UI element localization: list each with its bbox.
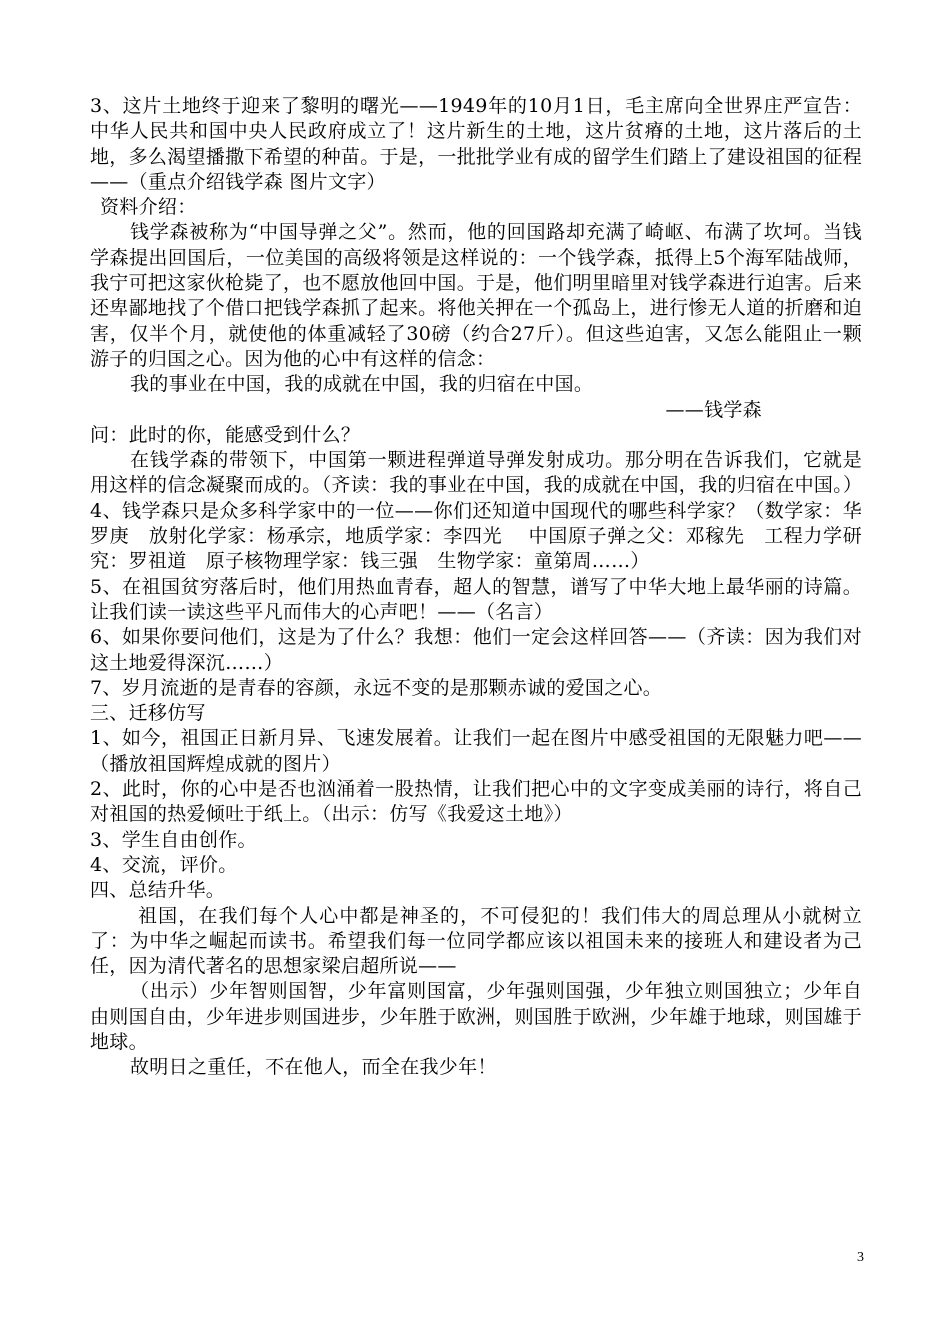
section-heading-summary: 四、总结升华。 [90,879,226,902]
paragraph-dawn: 3、这片土地终于迎来了黎明的曙光——1949年的10月1日，毛主席向全世界庄严宣告：中华人民共和国中央人民政府成立了！这片新生的土地，这片贫瘠的土地，这片落后的土地，多么渴望播撒下希望的种苗。于是，一批批学业有成的留学生们踏上了建设祖国的征程——（重点介绍钱学森 图片文字） [90,95,863,193]
document-body [90,94,862,1081]
paragraph-patriotism: 7、岁月流逝的是青春的容颜，永远不变的是那颗赤诚的爱国之心。 [90,676,663,699]
paragraph-youth-poem: 5、在祖国贫穷落后时，他们用热血青春，超人的智慧，谱写了中华大地上最华丽的诗篇。让我们读一读这些平凡而伟大的心声吧！——（名言） [90,575,862,623]
paragraph-motherland: 祖国，在我们每个人心中都是神圣的，不可侵犯的！我们伟大的周总理从小就树立了：为中华之崛起而读书。希望我们每一位同学都应该以祖国未来的接班人和建设者为己任，因为清代著名的思想家梁启超所说—— [90,904,862,978]
section-heading-imitation: 三、迁移仿写 [90,702,206,725]
paragraph-quote: 我的事业在中国，我的成就在中国，我的归宿在中国。 [130,373,594,396]
paragraph-qian-xuesen-bio: 钱学森被称为“中国导弹之父”。然而，他的回国路却充满了崎岖、布满了坎坷。当钱学森提出回国后，一位美国的高级将领是这样说的：一个钱学森，抵得上5个海军陆战师，我宁可把这家伙枪毙了，也不愿放他回中国。于是，他们明里暗里对钱学森进行迫害。后来还卑鄙地找了个借口把钱学森抓了起来。将他关押在一个孤岛上，进行惨无人道的折磨和迫害，仅半个月，就使他的体重减轻了30磅（约合27斤）。但这些迫害，又怎么能阻止一颗游子的归国之心。因为他的心中有这样的信念： [90,221,863,370]
paragraph-creation: 3、学生自由创作。 [90,828,257,851]
paragraph-missile-success: 在钱学森的带领下，中国第一颗进程弹道导弹发射成功。那分明在告诉我们，它就是用这样的信念凝聚而成的。（齐读：我的事业在中国，我的成就在中国，我的归宿在中国。） [90,449,863,497]
paragraph-material-heading: 资料介绍： [100,196,197,219]
page-number: 3 [857,1250,864,1265]
paragraph-liang-qichao: （出示）少年智则国智，少年富则国富，少年强则国强，少年独立则国独立；少年自由则国自由，少年进步则国进步，少年胜于欧洲，则国胜于欧洲，少年雄于地球，则国雄于地球。 [90,980,863,1053]
paragraph-scientists: 4、钱学森只是众多科学家中的一位——你们还知道中国现代的哪些科学家？（数学家：华罗庚 放射化学家：杨承宗，地质学家：李四光 中国原子弹之父：邓稼先 工程力学研究：罗祖道 原子核物理学家：钱三强 生物学家：童第周……） [90,499,862,573]
paragraph-development: 1、如今，祖国正日新月异、飞速发展着。让我们一起在图片中感受祖国的无限魅力吧——（播放祖国辉煌成就的图片） [90,727,862,775]
paragraph-writing: 2、此时，你的心中是否也汹涌着一股热情，让我们把心中的文字变成美丽的诗行，将自己对祖国的热爱倾吐于纸上。（出示：仿写《我爱这土地》） [90,778,862,826]
paragraph-evaluation: 4、交流，评价。 [90,853,238,876]
paragraph-quote-attribution: ——钱学森 [665,398,762,421]
paragraph-why: 6、如果你要问他们，这是为了什么？我想：他们一定会这样回答——（齐读：因为我们对这土地爱得深沉……） [90,626,862,674]
paragraph-question: 问：此时的你，能感受到什么？ [90,423,361,446]
paragraph-conclusion: 故明日之重任，不在他人，而全在我少年！ [130,1056,497,1079]
